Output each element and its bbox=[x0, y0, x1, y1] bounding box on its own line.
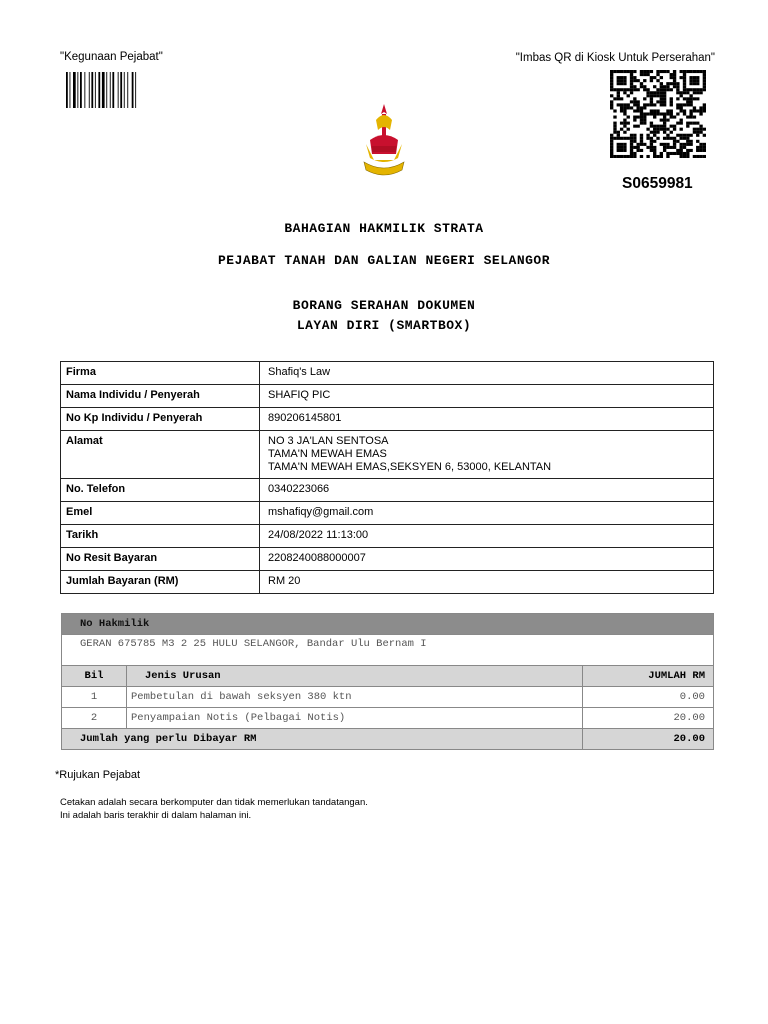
col-jenis: Jenis Urusan bbox=[127, 666, 583, 687]
last-line-note: Ini adalah baris terakhir di dalam halaman ini. bbox=[60, 810, 252, 821]
table-row bbox=[61, 525, 714, 548]
row-jenis: Penyampaian Notis (Pelbagai Notis) bbox=[127, 708, 583, 729]
office-title: PEJABAT TANAH DAN GALIAN NEGERI SELANGOR bbox=[217, 253, 551, 268]
jumlah-value: RM 20 bbox=[260, 571, 714, 594]
form-title-line1: BORANG SERAHAN DOKUMEN bbox=[292, 298, 476, 313]
field-label: Alamat bbox=[61, 431, 260, 479]
office-reference-note: *Rujukan Pejabat bbox=[55, 769, 141, 781]
field-label: Nama Individu / Penyerah bbox=[61, 385, 260, 408]
table-row bbox=[61, 408, 714, 431]
qr-hint-label: "Imbas QR di Kiosk Untuk Perserahan" bbox=[515, 52, 715, 64]
row-jumlah: 0.00 bbox=[583, 687, 714, 708]
telefon-value: 0340223066 bbox=[260, 479, 714, 502]
field-label: Emel bbox=[61, 502, 260, 525]
field-label: No Resit Bayaran bbox=[61, 548, 260, 571]
firma-value: Shafiq's Law bbox=[260, 362, 714, 385]
alamat-line1: NO 3 JA'LAN SENTOSA bbox=[268, 435, 389, 447]
tarikh-value: 24/08/2022 11:13:00 bbox=[260, 525, 714, 548]
qr-code-icon bbox=[610, 70, 706, 158]
selangor-crest-icon bbox=[356, 100, 412, 184]
resit-value: 2208240088000007 bbox=[260, 548, 714, 571]
field-label: No. Telefon bbox=[61, 479, 260, 502]
reference-number: S0659981 bbox=[622, 175, 693, 192]
field-label: No Kp Individu / Penyerah bbox=[61, 408, 260, 431]
total-label: Jumlah yang perlu Dibayar RM bbox=[62, 729, 583, 750]
office-use-label: "Kegunaan Pejabat" bbox=[60, 51, 163, 63]
row-jumlah: 20.00 bbox=[583, 708, 714, 729]
table-row bbox=[61, 548, 714, 571]
field-label: Jumlah Bayaran (RM) bbox=[61, 571, 260, 594]
nokp-value: 890206145801 bbox=[260, 408, 714, 431]
hakmilik-table bbox=[61, 613, 714, 750]
field-label: Firma bbox=[61, 362, 260, 385]
applicant-info-table bbox=[60, 361, 714, 594]
table-row bbox=[62, 708, 714, 729]
alamat-line2: TAMA'N MEWAH EMAS bbox=[268, 448, 387, 460]
table-row bbox=[61, 362, 714, 385]
alamat-line3: TAMA'N MEWAH EMAS,SEKSYEN 6, 53000, KELANTAN bbox=[268, 461, 552, 473]
alamat-value bbox=[260, 431, 714, 479]
nama-value: SHAFIQ PIC bbox=[260, 385, 714, 408]
col-jumlah: JUMLAH RM bbox=[583, 666, 714, 687]
table-row bbox=[61, 571, 714, 594]
table-row bbox=[62, 687, 714, 708]
field-label: Tarikh bbox=[61, 525, 260, 548]
row-jenis: Pembetulan di bawah seksyen 380 ktn bbox=[127, 687, 583, 708]
table-row bbox=[61, 502, 714, 525]
row-bil: 2 bbox=[62, 708, 127, 729]
form-title-line2: LAYAN DIRI (SMARTBOX) bbox=[296, 318, 472, 333]
table-row bbox=[61, 385, 714, 408]
computer-print-note: Cetakan adalah secara berkomputer dan tidak memerlukan tandatangan. bbox=[60, 797, 368, 808]
department-title: BAHAGIAN HAKMILIK STRATA bbox=[284, 221, 484, 236]
emel-value: mshafiqy@gmail.com bbox=[260, 502, 714, 525]
col-bil: Bil bbox=[62, 666, 127, 687]
row-bil: 1 bbox=[62, 687, 127, 708]
barcode-icon bbox=[66, 72, 140, 108]
total-value: 20.00 bbox=[583, 729, 714, 750]
hakmilik-header: No Hakmilik bbox=[62, 614, 714, 635]
table-row bbox=[61, 431, 714, 479]
hakmilik-value: GERAN 675785 M3 2 25 HULU SELANGOR, Bandar Ulu Bernam I bbox=[62, 635, 714, 666]
table-row bbox=[61, 479, 714, 502]
